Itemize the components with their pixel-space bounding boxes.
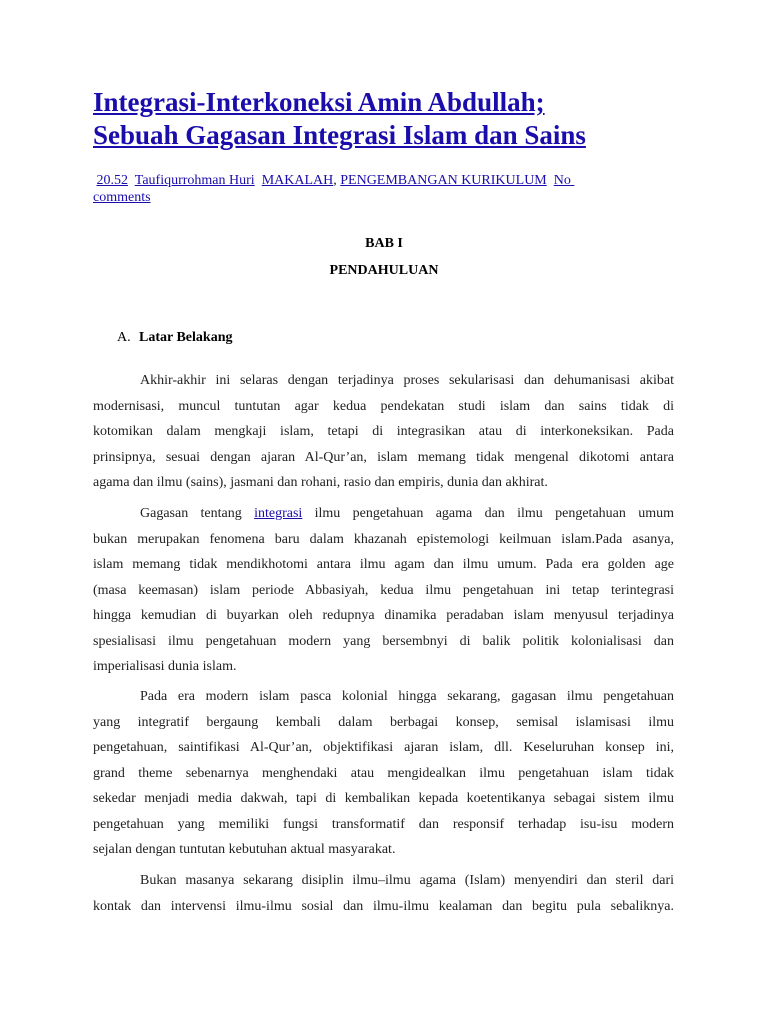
paragraph-line: pengetahuan yang memiliki fungsi transformatif dan responsif terhadap isu-isu modern (93, 816, 674, 832)
paragraph-line: pengetahuan, saintifikasi Al-Qur’an, objektifikasi ajaran islam, dll. Keseluruhan konsep ini, (93, 740, 674, 755)
chapter-number: BAB I (365, 236, 403, 251)
paragraph-line: imperialisasi dunia islam. (93, 659, 237, 674)
section-title: Latar Belakang (139, 330, 233, 345)
paragraph-line: sekedar menjadi media dakwah, tapi di kembalikan kepada koetentikanya sebagai sistem ilmu (93, 791, 674, 806)
paragraph-line: Bukan masanya sekarang disiplin ilmu–ilmu agama (Islam) menyendiri dan steril dari (140, 873, 674, 888)
paragraph-line: Pada era modern islam pasca kolonial hingga sekarang, gagasan ilmu pengetahuan (140, 689, 674, 704)
paragraph-line: kontak dan intervensi ilmu-ilmu sosial dan ilmu-ilmu kealaman dan begitu pula sebaliknya. (93, 898, 674, 914)
paragraph-text: Gagasan tentang (140, 506, 255, 521)
label-link-pengembangan-kurikulum[interactable]: PENGEMBANGAN KURIKULUM (340, 173, 547, 188)
post-meta (93, 172, 653, 206)
post-author-link[interactable]: Taufiqurrohman Huri (134, 173, 255, 188)
paragraph-line: Akhir-akhir ini selaras dengan terjadinya proses sekularisasi dan dehumanisasi akibat (140, 373, 674, 388)
comments-link-part-1[interactable]: No (553, 173, 571, 188)
paragraph-line: grand theme sebenarnya menghendaki atau mengidealkan ilmu pengetahuan islam tidak (93, 765, 674, 781)
paragraph-line (93, 501, 674, 527)
comments-link-part-2[interactable]: comments (93, 190, 151, 205)
paragraph-line: prinsipnya, sesuai dengan ajaran Al-Qur’an, islam memang tidak mengenal dikotomi antara (93, 449, 674, 465)
paragraph-2 (93, 501, 674, 680)
section-marker: A. (117, 330, 131, 345)
post-time-link[interactable]: 20.52 (96, 173, 128, 188)
paragraph-line: sejalan dengan tuntutan kebutuhan aktual masyarakat. (93, 842, 396, 857)
post-title-line-2[interactable]: Sebuah Gagasan Integrasi Islam dan Sains (93, 120, 586, 150)
paragraph-line: hingga kemudian di buyarkan oleh redupnya dinamika peradaban islam menyusul terjadinya (93, 608, 674, 623)
paragraph-text: ilmu pengetahuan agama dan ilmu pengetahuan umum (302, 506, 674, 521)
paragraph-line: (masa keemasan) islam periode Abbasiyah, kedua ilmu pengetahuan ini tetap terintegrasi (93, 582, 674, 598)
post-title-link[interactable] (93, 86, 713, 152)
paragraph-line: modernisasi, muncul tuntutan agar kedua pendekatan studi islam dan sains tidak di (93, 398, 674, 414)
paragraph-4 (93, 868, 674, 919)
paragraph-line: agama dan ilmu (sains), jasmani dan rohani, rasio dan empiris, dunia dan akhirat. (93, 475, 548, 490)
paragraph-line: bukan merupakan fenomena baru dalam khazanah epistemologi keilmuan islam.Pada asanya, (93, 531, 674, 547)
label-link-makalah[interactable]: MAKALAH (261, 173, 334, 188)
paragraph-line: islam memang tidak mendikhotomi antara ilmu agam dan ilmu umum. Pada era golden age (93, 557, 674, 572)
section-heading (117, 330, 232, 346)
chapter-title: PENDAHULUAN (329, 263, 439, 278)
paragraph-3 (93, 684, 674, 863)
integrasi-link[interactable]: integrasi (254, 506, 303, 521)
paragraph-line: kotomikan dalam mengkaji islam, tetapi di integrasikan atau di interkoneksikan. Pada (93, 424, 674, 439)
post-title-line-1[interactable]: Integrasi-Interkoneksi Amin Abdullah; (93, 87, 545, 117)
label-separator: , (333, 173, 337, 188)
paragraph-1 (93, 368, 674, 496)
paragraph-line: spesialisasi ilmu pengetahuan modern yang bersembnyi di balik politik kolonialisasi dan (93, 633, 674, 649)
paragraph-line: yang integratif bergaung kembali dalam berbagai konsep, semisal islamisasi ilmu (93, 714, 674, 730)
